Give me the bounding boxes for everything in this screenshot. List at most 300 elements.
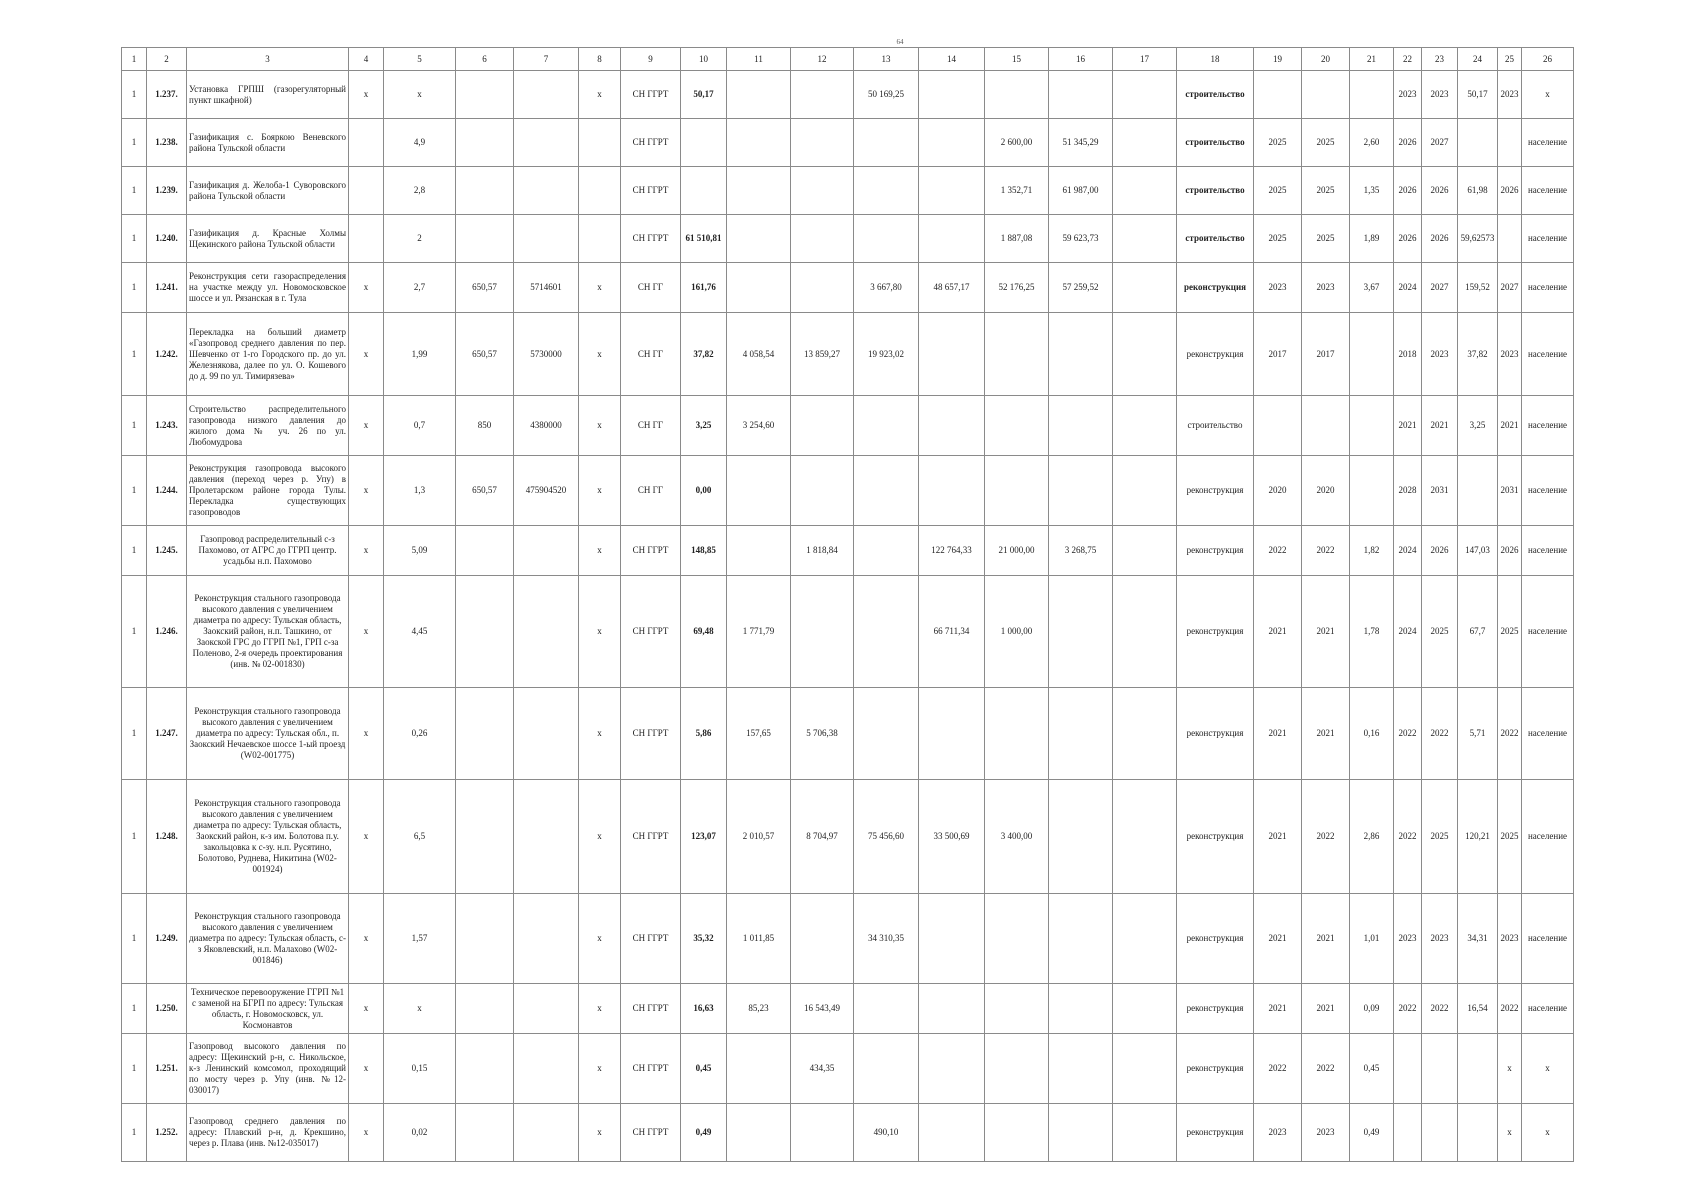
- table-cell: [727, 456, 791, 526]
- table-cell: 2021: [1302, 984, 1350, 1034]
- table-cell: население: [1522, 576, 1574, 688]
- table-cell: [456, 215, 514, 263]
- table-cell: [854, 688, 919, 780]
- table-cell: 2023: [1302, 263, 1350, 313]
- table-cell: 2022: [1394, 688, 1422, 780]
- table-row: [122, 526, 1574, 576]
- table-row: [122, 894, 1574, 984]
- table-cell: [1049, 456, 1113, 526]
- table-cell: 16,54: [1458, 984, 1498, 1034]
- table-cell: [1458, 119, 1498, 167]
- table-cell: 2022: [1498, 984, 1522, 1034]
- table-cell: [1113, 313, 1177, 396]
- table-cell: [349, 167, 384, 215]
- description-cell: Реконструкция стального газопровода высокого давления с увеличением диаметра по адресу: Тульская область, с-з Яковлевский, н.п. Малахово (W02-001846): [187, 894, 349, 984]
- header-cell: 26: [1522, 48, 1574, 71]
- table-cell: реконструкция: [1177, 456, 1254, 526]
- table-cell: 0,02: [384, 1104, 456, 1162]
- table-cell: 2026: [1394, 215, 1422, 263]
- table-cell: [919, 313, 985, 396]
- table-cell: [1498, 119, 1522, 167]
- table-cell: 1: [122, 167, 147, 215]
- table-cell: [514, 688, 579, 780]
- table-cell: [854, 215, 919, 263]
- table-cell: 2025: [1302, 167, 1350, 215]
- table-cell: 1.238.: [147, 119, 187, 167]
- table-cell: [1113, 215, 1177, 263]
- table-cell: 1 011,85: [727, 894, 791, 984]
- table-cell: 4,45: [384, 576, 456, 688]
- table-cell: [579, 215, 621, 263]
- table-cell: 0,49: [1350, 1104, 1394, 1162]
- table-cell: [456, 688, 514, 780]
- table-cell: 2021: [1254, 780, 1302, 894]
- table-cell: [579, 119, 621, 167]
- table-cell: 1: [122, 456, 147, 526]
- table-cell: [1350, 313, 1394, 396]
- table-cell: [1113, 456, 1177, 526]
- table-cell: 1: [122, 396, 147, 456]
- table-row: [122, 263, 1574, 313]
- table-row: [122, 71, 1574, 119]
- header-cell: 17: [1113, 48, 1177, 71]
- table-cell: 1: [122, 984, 147, 1034]
- table-cell: 2021: [1498, 396, 1522, 456]
- table-cell: 16 543,49: [791, 984, 854, 1034]
- table-cell: [1049, 313, 1113, 396]
- table-cell: x: [349, 396, 384, 456]
- header-cell: 15: [985, 48, 1049, 71]
- table-cell: x: [349, 984, 384, 1034]
- table-cell: 0,45: [1350, 1034, 1394, 1104]
- table-cell: [1458, 1034, 1498, 1104]
- table-cell: 69,48: [681, 576, 727, 688]
- header-cell: 23: [1422, 48, 1458, 71]
- table-cell: [919, 167, 985, 215]
- table-cell: [727, 167, 791, 215]
- table-cell: 1: [122, 1034, 147, 1104]
- table-cell: [681, 119, 727, 167]
- table-cell: реконструкция: [1177, 984, 1254, 1034]
- table-cell: [349, 119, 384, 167]
- table-cell: [1049, 984, 1113, 1034]
- table-row: [122, 576, 1574, 688]
- table-cell: 1,3: [384, 456, 456, 526]
- table-cell: x: [349, 1104, 384, 1162]
- table-cell: 48 657,17: [919, 263, 985, 313]
- description-cell: Газификация с. Бояркою Веневского района Тульской области: [187, 119, 349, 167]
- table-cell: [854, 576, 919, 688]
- table-cell: 1: [122, 526, 147, 576]
- table-cell: 1.242.: [147, 313, 187, 396]
- table-cell: 2025: [1422, 576, 1458, 688]
- table-cell: [919, 456, 985, 526]
- table-cell: x: [349, 263, 384, 313]
- table-cell: 2026: [1498, 526, 1522, 576]
- table-cell: 1: [122, 263, 147, 313]
- header-cell: 3: [187, 48, 349, 71]
- table-cell: [1049, 688, 1113, 780]
- table-cell: [727, 215, 791, 263]
- table-cell: 2017: [1302, 313, 1350, 396]
- table-cell: 0,09: [1350, 984, 1394, 1034]
- header-cell: 13: [854, 48, 919, 71]
- table-cell: 2023: [1254, 263, 1302, 313]
- table-cell: [514, 71, 579, 119]
- table-cell: реконструкция: [1177, 894, 1254, 984]
- table-cell: население: [1522, 780, 1574, 894]
- table-cell: 1,57: [384, 894, 456, 984]
- header-cell: 16: [1049, 48, 1113, 71]
- data-table: [121, 47, 1574, 1162]
- table-cell: 159,52: [1458, 263, 1498, 313]
- table-cell: 1: [122, 1104, 147, 1162]
- table-cell: [456, 526, 514, 576]
- table-cell: 2024: [1394, 263, 1422, 313]
- table-cell: 50 169,25: [854, 71, 919, 119]
- header-cell: 25: [1498, 48, 1522, 71]
- table-cell: [985, 688, 1049, 780]
- table-cell: 5714601: [514, 263, 579, 313]
- table-cell: 2028: [1394, 456, 1422, 526]
- header-cell: 9: [621, 48, 681, 71]
- table-cell: СН ГГРТ: [621, 119, 681, 167]
- table-cell: 2017: [1254, 313, 1302, 396]
- table-cell: 2026: [1422, 167, 1458, 215]
- table-row: [122, 1034, 1574, 1104]
- table-cell: 2: [384, 215, 456, 263]
- table-cell: [456, 71, 514, 119]
- table-cell: 3 667,80: [854, 263, 919, 313]
- table-cell: [791, 263, 854, 313]
- table-cell: [791, 119, 854, 167]
- table-cell: СН ГГРТ: [621, 71, 681, 119]
- table-cell: 1: [122, 313, 147, 396]
- table-cell: 1 771,79: [727, 576, 791, 688]
- table-cell: 2023: [1422, 894, 1458, 984]
- table-cell: [985, 1104, 1049, 1162]
- table-cell: [1113, 526, 1177, 576]
- table-cell: x: [349, 894, 384, 984]
- table-cell: 85,23: [727, 984, 791, 1034]
- table-cell: население: [1522, 456, 1574, 526]
- table-cell: [1350, 396, 1394, 456]
- table-cell: 2021: [1254, 894, 1302, 984]
- table-cell: 1,82: [1350, 526, 1394, 576]
- table-cell: строительство: [1177, 215, 1254, 263]
- table-cell: 2021: [1254, 984, 1302, 1034]
- table-cell: 1.251.: [147, 1034, 187, 1104]
- description-cell: Газопровод высокого давления по адресу: Щекинский р-н, с. Никольское, к-з Ленинский комсомол, проходящий по мосту через р. Упу (инв. №12-030017): [187, 1034, 349, 1104]
- table-cell: [1049, 1034, 1113, 1104]
- table-cell: 1.249.: [147, 894, 187, 984]
- table-cell: реконструкция: [1177, 263, 1254, 313]
- table-cell: 2024: [1394, 576, 1422, 688]
- table-cell: строительство: [1177, 167, 1254, 215]
- header-cell: 1: [122, 48, 147, 71]
- table-cell: 2021: [1394, 396, 1422, 456]
- table-cell: 4,9: [384, 119, 456, 167]
- table-cell: [1350, 71, 1394, 119]
- table-cell: 19 923,02: [854, 313, 919, 396]
- table-cell: 2021: [1302, 688, 1350, 780]
- table-cell: 2021: [1302, 894, 1350, 984]
- table-cell: [919, 688, 985, 780]
- table-cell: [1049, 894, 1113, 984]
- table-cell: [1113, 576, 1177, 688]
- table-cell: 490,10: [854, 1104, 919, 1162]
- table-cell: [1113, 984, 1177, 1034]
- table-cell: 2025: [1302, 119, 1350, 167]
- table-cell: 2027: [1498, 263, 1522, 313]
- table-cell: [1113, 263, 1177, 313]
- table-cell: СН ГГ: [621, 263, 681, 313]
- table-cell: население: [1522, 119, 1574, 167]
- table-cell: строительство: [1177, 396, 1254, 456]
- table-cell: [1113, 1104, 1177, 1162]
- table-cell: x: [579, 263, 621, 313]
- table-cell: 13 859,27: [791, 313, 854, 396]
- table-cell: 33 500,69: [919, 780, 985, 894]
- table-cell: 1: [122, 688, 147, 780]
- table-cell: [919, 1034, 985, 1104]
- table-cell: [919, 215, 985, 263]
- table-cell: 1,99: [384, 313, 456, 396]
- table-cell: [1394, 1034, 1422, 1104]
- table-cell: 3,25: [681, 396, 727, 456]
- table-cell: 2026: [1394, 167, 1422, 215]
- table-cell: 1 887,08: [985, 215, 1049, 263]
- table-cell: 2025: [1498, 576, 1522, 688]
- table-cell: 1,89: [1350, 215, 1394, 263]
- table-cell: [727, 71, 791, 119]
- table-cell: 3 400,00: [985, 780, 1049, 894]
- header-cell: 12: [791, 48, 854, 71]
- table-cell: 4 058,54: [727, 313, 791, 396]
- table-cell: население: [1522, 263, 1574, 313]
- table-cell: 1.246.: [147, 576, 187, 688]
- header-cell: 18: [1177, 48, 1254, 71]
- table-cell: 1 818,84: [791, 526, 854, 576]
- table-cell: 2,60: [1350, 119, 1394, 167]
- table-cell: [919, 119, 985, 167]
- table-cell: x: [1522, 1104, 1574, 1162]
- table-cell: 2031: [1422, 456, 1458, 526]
- table-cell: [919, 894, 985, 984]
- header-cell: 20: [1302, 48, 1350, 71]
- table-cell: 1.245.: [147, 526, 187, 576]
- table-cell: 2021: [1254, 576, 1302, 688]
- header-cell: 14: [919, 48, 985, 71]
- table-cell: 5,71: [1458, 688, 1498, 780]
- table-cell: [1113, 688, 1177, 780]
- table-cell: 1,01: [1350, 894, 1394, 984]
- table-cell: 1.244.: [147, 456, 187, 526]
- table-cell: [791, 1104, 854, 1162]
- table-cell: 2026: [1422, 215, 1458, 263]
- table-cell: 1.252.: [147, 1104, 187, 1162]
- table-cell: [514, 780, 579, 894]
- table-cell: 0,7: [384, 396, 456, 456]
- table-cell: [1254, 71, 1302, 119]
- table-cell: x: [349, 688, 384, 780]
- table-cell: [854, 119, 919, 167]
- table-cell: 34,31: [1458, 894, 1498, 984]
- page-number: 64: [896, 38, 904, 46]
- table-cell: 2,86: [1350, 780, 1394, 894]
- table-cell: 1.243.: [147, 396, 187, 456]
- table-cell: x: [1522, 1034, 1574, 1104]
- table-cell: 16,63: [681, 984, 727, 1034]
- table-cell: 3 268,75: [1049, 526, 1113, 576]
- table-cell: 157,65: [727, 688, 791, 780]
- table-cell: x: [579, 780, 621, 894]
- table-cell: 35,32: [681, 894, 727, 984]
- table-cell: 2021: [1254, 688, 1302, 780]
- table-cell: [456, 1104, 514, 1162]
- table-cell: 0,45: [681, 1034, 727, 1104]
- table-cell: 2023: [1394, 71, 1422, 119]
- table-cell: x: [579, 1104, 621, 1162]
- description-cell: Реконструкция газопровода высокого давления (переход через р. Упу) в Пролетарском районе города Тулы. Перекладка существующих газопроводов: [187, 456, 349, 526]
- table-cell: [791, 71, 854, 119]
- table-row: [122, 313, 1574, 396]
- table-cell: население: [1522, 894, 1574, 984]
- table-cell: население: [1522, 526, 1574, 576]
- table-cell: 3,67: [1350, 263, 1394, 313]
- table-cell: [727, 1104, 791, 1162]
- table-cell: [349, 215, 384, 263]
- table-cell: 2023: [1422, 71, 1458, 119]
- table-cell: строительство: [1177, 119, 1254, 167]
- table-cell: 1 352,71: [985, 167, 1049, 215]
- table-cell: 2023: [1254, 1104, 1302, 1162]
- description-cell: Реконструкция стального газопровода высокого давления с увеличением диаметра по адресу: Тульская область, Заокский район, к-з им. Болотова п.у. закольцовка к с-зу. н.п. Русятино, Болотово, Руднева, Никитина (W02-001924): [187, 780, 349, 894]
- table-cell: 66 711,34: [919, 576, 985, 688]
- table-cell: 59 623,73: [1049, 215, 1113, 263]
- table-cell: 5,09: [384, 526, 456, 576]
- table-cell: [514, 119, 579, 167]
- table-cell: 2021: [1302, 576, 1350, 688]
- table-cell: СН ГГРТ: [621, 1034, 681, 1104]
- table-cell: СН ГГРТ: [621, 780, 681, 894]
- table-cell: x: [579, 576, 621, 688]
- table-cell: [456, 576, 514, 688]
- header-cell: 19: [1254, 48, 1302, 71]
- table-cell: x: [579, 71, 621, 119]
- table-cell: 2020: [1254, 456, 1302, 526]
- table-cell: реконструкция: [1177, 688, 1254, 780]
- table-cell: [854, 456, 919, 526]
- table-cell: 4380000: [514, 396, 579, 456]
- table-cell: x: [579, 313, 621, 396]
- table-cell: [456, 984, 514, 1034]
- table-cell: [1422, 1104, 1458, 1162]
- table-cell: [1302, 396, 1350, 456]
- table-cell: [791, 215, 854, 263]
- table-cell: 59,62573: [1458, 215, 1498, 263]
- table-cell: x: [579, 526, 621, 576]
- table-cell: [1302, 71, 1350, 119]
- table-cell: [1049, 396, 1113, 456]
- table-cell: x: [349, 456, 384, 526]
- table-cell: x: [579, 894, 621, 984]
- table-cell: [854, 526, 919, 576]
- table-cell: [514, 1104, 579, 1162]
- table-cell: 2026: [1394, 119, 1422, 167]
- table-cell: 1: [122, 215, 147, 263]
- table-cell: x: [579, 984, 621, 1034]
- table-cell: 37,82: [1458, 313, 1498, 396]
- header-cell: 10: [681, 48, 727, 71]
- table-cell: 57 259,52: [1049, 263, 1113, 313]
- table-cell: 2023: [1302, 1104, 1350, 1162]
- header-cell: 4: [349, 48, 384, 71]
- table-cell: СН ГГРТ: [621, 1104, 681, 1162]
- table-cell: СН ГГРТ: [621, 688, 681, 780]
- table-cell: 37,82: [681, 313, 727, 396]
- table-cell: население: [1522, 688, 1574, 780]
- table-cell: 1: [122, 576, 147, 688]
- table-cell: 2023: [1498, 894, 1522, 984]
- table-cell: [791, 894, 854, 984]
- table-cell: 161,76: [681, 263, 727, 313]
- table-cell: 2022: [1394, 984, 1422, 1034]
- table-cell: [727, 263, 791, 313]
- header-cell: 2: [147, 48, 187, 71]
- table-cell: 61,98: [1458, 167, 1498, 215]
- header-cell: 6: [456, 48, 514, 71]
- table-cell: 1.248.: [147, 780, 187, 894]
- table-cell: 21 000,00: [985, 526, 1049, 576]
- table-cell: [456, 780, 514, 894]
- table-cell: [985, 894, 1049, 984]
- table-cell: [1113, 396, 1177, 456]
- table-cell: 61 510,81: [681, 215, 727, 263]
- table-cell: [456, 894, 514, 984]
- table-cell: [1254, 396, 1302, 456]
- table-cell: [514, 894, 579, 984]
- table-cell: [456, 119, 514, 167]
- table-cell: 650,57: [456, 456, 514, 526]
- table-cell: 123,07: [681, 780, 727, 894]
- table-cell: [514, 526, 579, 576]
- table-cell: 6,5: [384, 780, 456, 894]
- table-cell: 122 764,33: [919, 526, 985, 576]
- table-cell: 2025: [1498, 780, 1522, 894]
- table-cell: [1113, 1034, 1177, 1104]
- table-cell: 2,7: [384, 263, 456, 313]
- table-cell: [1394, 1104, 1422, 1162]
- table-cell: 1: [122, 894, 147, 984]
- table-cell: 5,86: [681, 688, 727, 780]
- table-cell: 0,49: [681, 1104, 727, 1162]
- table-cell: СН ГГРТ: [621, 894, 681, 984]
- table-cell: реконструкция: [1177, 1034, 1254, 1104]
- table-cell: СН ГГ: [621, 456, 681, 526]
- table-cell: 2027: [1422, 119, 1458, 167]
- table-cell: x: [349, 71, 384, 119]
- description-cell: Реконструкция стального газопровода высокого давления с увеличением диаметра по адресу: Тульская область, Заокский район, н.п. Ташкино, от Заокской ГРС до ГГРП №1, ГРП с-за Поленово, 2-я очередь проектирования (инв. № 02-001830): [187, 576, 349, 688]
- table-cell: [727, 119, 791, 167]
- table-cell: [1113, 167, 1177, 215]
- table-cell: 475904520: [514, 456, 579, 526]
- table-cell: [456, 167, 514, 215]
- table-cell: 1.241.: [147, 263, 187, 313]
- table-cell: [985, 71, 1049, 119]
- table-cell: 1: [122, 71, 147, 119]
- table-cell: [1350, 456, 1394, 526]
